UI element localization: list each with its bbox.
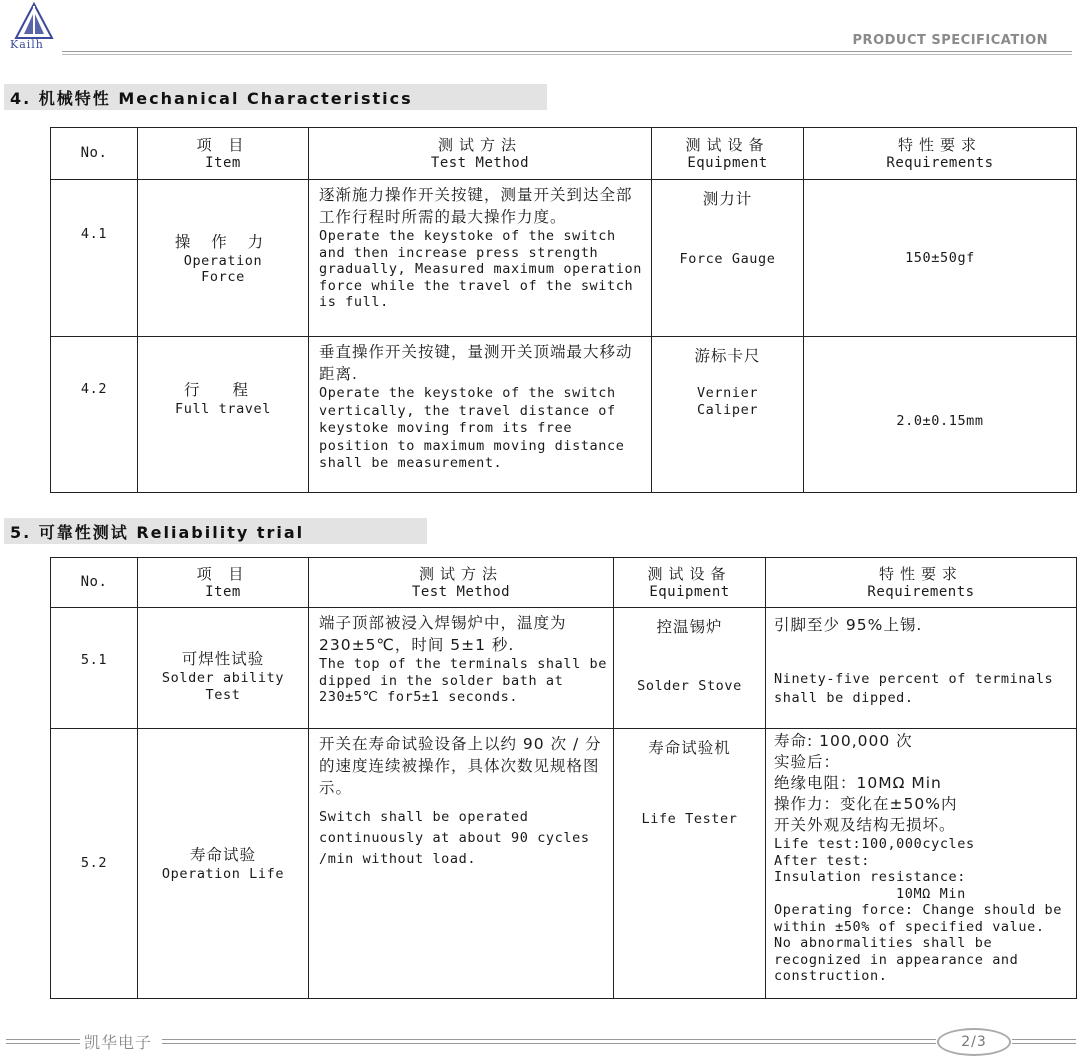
table-row bbox=[51, 337, 1077, 493]
header-requirements: 特性要求 Requirements bbox=[766, 558, 1077, 608]
row-requirement: 引脚至少 95%上锡. Ninety-five percent of terminals shall be dipped. bbox=[766, 608, 1077, 729]
document-title: PRODUCT SPECIFICATION bbox=[852, 33, 1048, 48]
table-row bbox=[51, 729, 1077, 999]
section-title-reliability: 5. 可靠性测试 Reliability trial bbox=[4, 518, 427, 544]
row-item: 可焊性试验 Solder ability Test bbox=[138, 608, 309, 729]
row-equipment: 游标卡尺 Vernier Caliper bbox=[652, 337, 804, 493]
header-equipment: 测试设备 Equipment bbox=[614, 558, 766, 608]
row-equipment: 控温锡炉 Solder Stove bbox=[614, 608, 766, 729]
mechanical-table bbox=[50, 127, 1077, 493]
table-header-row bbox=[51, 128, 1077, 180]
row-method: 逐渐施力操作开关按键，测量开关到达全部工作行程时所需的最大操作力度。 Operate the keystoke of the switch and then increase press strength gradually, Measured maximum operation force while the travel of the switch is full. bbox=[309, 180, 652, 337]
row-requirement: 2.0±0.15mm bbox=[804, 337, 1077, 493]
table-row bbox=[51, 180, 1077, 337]
header-no: No. bbox=[51, 558, 138, 608]
header-requirements: 特性要求 Requirements bbox=[804, 128, 1077, 180]
logo-text: Kailh bbox=[10, 38, 44, 51]
row-requirement: 寿命: 100,000 次 实验后： 绝缘电阻：10MΩ Min 操作力：变化在±50%内 开关外观及结构无损坏。 Life test:100,000cycles After test: Insulation resistance: 10MΩ Min Operating force: Change should be within ±50% of specified value. No abnormalities shall be recognized in appearance and construction. bbox=[766, 729, 1077, 999]
footer-rule-middle bbox=[162, 1039, 936, 1040]
header-no: No. bbox=[51, 128, 138, 180]
header-method: 测试方法 Test Method bbox=[309, 128, 652, 180]
footer-rule-left-secondary bbox=[6, 1043, 80, 1044]
footer-rule-middle-secondary bbox=[162, 1043, 936, 1044]
row-method: 垂直操作开关按键，量测开关顶端最大移动距离. Operate the keystoke of the switch vertically, the travel distance of keystoke moving from its free position to maximum moving distance shall be measurement. bbox=[309, 337, 652, 493]
row-requirement: 150±50gf bbox=[804, 180, 1077, 337]
reliability-table bbox=[50, 557, 1077, 999]
row-no: 4.2 bbox=[51, 337, 138, 493]
header-rule-secondary bbox=[62, 54, 1072, 55]
page-number bbox=[937, 1028, 1011, 1056]
row-no: 5.2 bbox=[51, 729, 138, 999]
header-item: 项 目 Item bbox=[138, 558, 309, 608]
header-rule bbox=[62, 51, 1072, 52]
table-row bbox=[51, 608, 1077, 729]
row-no: 4.1 bbox=[51, 180, 138, 337]
row-item: 操 作 力 Operation Force bbox=[138, 180, 309, 337]
row-equipment: 寿命试验机 Life Tester bbox=[614, 729, 766, 999]
section-title-mechanical: 4. 机械特性 Mechanical Characteristics bbox=[4, 84, 547, 110]
footer-rule-right bbox=[1012, 1039, 1076, 1040]
footer-rule-right-secondary bbox=[1012, 1043, 1076, 1044]
footer-rule-left bbox=[6, 1039, 80, 1040]
page-number-text: 2/3 bbox=[961, 1034, 987, 1050]
company-name: 凯华电子 bbox=[84, 1033, 153, 1052]
row-item: 行 程 Full travel bbox=[138, 337, 309, 493]
row-method: 开关在寿命试验设备上以约 90 次 / 分的速度连续被操作，具体次数见规格图示。 Switch shall be operated continuously at about 90 cycles /min without load. bbox=[309, 729, 614, 999]
table-header-row bbox=[51, 558, 1077, 608]
row-no: 5.1 bbox=[51, 608, 138, 729]
header-equipment: 测试设备 Equipment bbox=[652, 128, 804, 180]
row-item: 寿命试验 Operation Life bbox=[138, 729, 309, 999]
row-method: 端子顶部被浸入焊锡炉中，温度为 230±5℃，时间 5±1 秒. The top of the terminals shall be dipped in the solder bath at 230±5℃ for5±1 seconds. bbox=[309, 608, 614, 729]
header-method: 测试方法 Test Method bbox=[309, 558, 614, 608]
header-item: 项 目 Item bbox=[138, 128, 309, 180]
row-equipment: 测力计 Force Gauge bbox=[652, 180, 804, 337]
